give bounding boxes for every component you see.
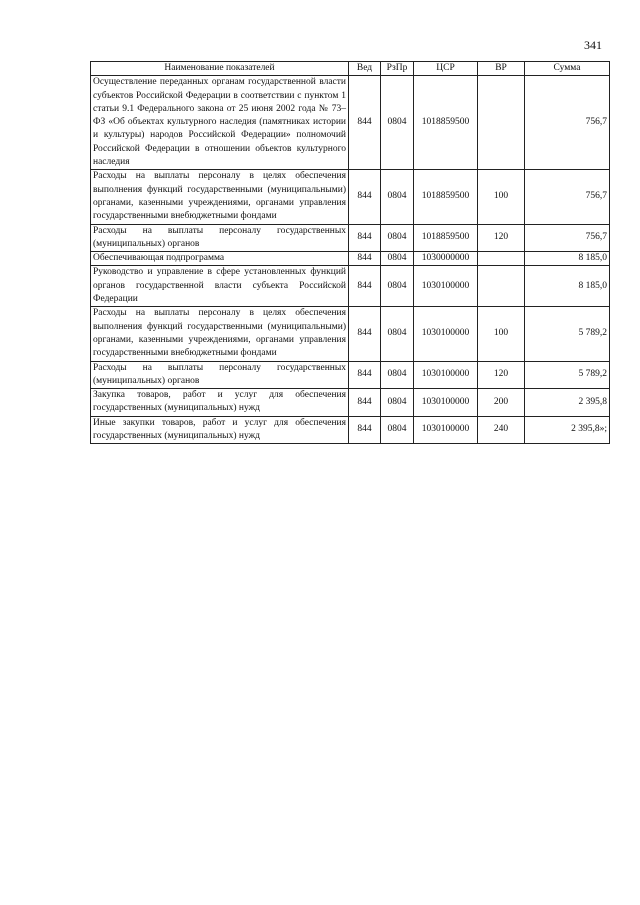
table-row xyxy=(91,76,610,170)
budget-table xyxy=(90,61,610,444)
row-ved: 844 xyxy=(349,307,381,361)
row-vr: 120 xyxy=(478,361,525,389)
table-row xyxy=(91,416,610,444)
row-sum: 2 395,8 xyxy=(525,389,610,417)
row-rzpr: 0804 xyxy=(381,76,414,170)
row-name: Расходы на выплаты персоналу государственных (муниципальных) органов xyxy=(91,361,349,389)
row-name: Закупка товаров, работ и услуг для обеспечения государственных (муниципальных) нужд xyxy=(91,389,349,417)
header-vr: ВР xyxy=(478,62,525,76)
row-vr: 200 xyxy=(478,389,525,417)
row-vr: 120 xyxy=(478,224,525,252)
row-vr xyxy=(478,266,525,307)
row-sum: 5 789,2 xyxy=(525,361,610,389)
row-ved: 844 xyxy=(349,361,381,389)
row-vr: 100 xyxy=(478,170,525,224)
header-name: Наименование показателей xyxy=(91,62,349,76)
row-ved: 844 xyxy=(349,76,381,170)
row-csr: 1030100000 xyxy=(414,416,478,444)
row-vr xyxy=(478,252,525,266)
row-name: Расходы на выплаты персоналу в целях обеспечения выполнения функций государственными (муниципальными) органами, казенными учреждениями, органами управления государственными внебюджетными фондами xyxy=(91,307,349,361)
row-ved: 844 xyxy=(349,389,381,417)
row-csr: 1018859500 xyxy=(414,224,478,252)
table-row xyxy=(91,389,610,417)
page-number: 341 xyxy=(584,38,602,52)
header-ved: Вед xyxy=(349,62,381,76)
row-csr: 1030100000 xyxy=(414,361,478,389)
row-name: Расходы на выплаты персоналу в целях обеспечения выполнения функций государственными (муниципальными) органами, казенными учреждениями, органами управления государственными внебюджетными фондами xyxy=(91,170,349,224)
row-name: Обеспечивающая подпрограмма xyxy=(91,252,349,266)
table-row xyxy=(91,361,610,389)
row-sum: 8 185,0 xyxy=(525,252,610,266)
header-csr: ЦСР xyxy=(414,62,478,76)
row-csr: 1018859500 xyxy=(414,170,478,224)
row-ved: 844 xyxy=(349,266,381,307)
row-sum: 756,7 xyxy=(525,76,610,170)
table-row xyxy=(91,224,610,252)
row-vr xyxy=(478,76,525,170)
row-rzpr: 0804 xyxy=(381,416,414,444)
row-name: Расходы на выплаты персоналу государственных (муниципальных) органов xyxy=(91,224,349,252)
row-ved: 844 xyxy=(349,224,381,252)
row-vr: 100 xyxy=(478,307,525,361)
table-row xyxy=(91,307,610,361)
row-csr: 1018859500 xyxy=(414,76,478,170)
row-rzpr: 0804 xyxy=(381,252,414,266)
row-csr: 1030100000 xyxy=(414,266,478,307)
row-ved: 844 xyxy=(349,170,381,224)
row-sum: 756,7 xyxy=(525,170,610,224)
row-name: Иные закупки товаров, работ и услуг для обеспечения государственных (муниципальных) нужд xyxy=(91,416,349,444)
row-sum: 2 395,8»; xyxy=(525,416,610,444)
row-csr: 1030000000 xyxy=(414,252,478,266)
row-rzpr: 0804 xyxy=(381,307,414,361)
row-rzpr: 0804 xyxy=(381,266,414,307)
row-rzpr: 0804 xyxy=(381,389,414,417)
row-name: Осуществление переданных органам государственной власти субъектов Российской Федерации в соответствии с пунктом 1 статьи 9.1 Федерального закона от 25 июня 2002 года № 73–ФЗ «Об объектах культурного наследия (памятниках истории и культуры) народов Российской Федерации» полномочий Российской Федерации в отношении объектов культурного наследия xyxy=(91,76,349,170)
row-ved: 844 xyxy=(349,416,381,444)
table-row xyxy=(91,266,610,307)
table-row xyxy=(91,252,610,266)
table-row xyxy=(91,170,610,224)
row-sum: 756,7 xyxy=(525,224,610,252)
row-name: Руководство и управление в сфере установленных функций органов государственной власти субъекта Российской Федерации xyxy=(91,266,349,307)
row-csr: 1030100000 xyxy=(414,307,478,361)
row-sum: 5 789,2 xyxy=(525,307,610,361)
row-rzpr: 0804 xyxy=(381,224,414,252)
row-vr: 240 xyxy=(478,416,525,444)
row-ved: 844 xyxy=(349,252,381,266)
row-csr: 1030100000 xyxy=(414,389,478,417)
table-header-row xyxy=(91,62,610,76)
row-sum: 8 185,0 xyxy=(525,266,610,307)
row-rzpr: 0804 xyxy=(381,361,414,389)
header-rzpr: РзПр xyxy=(381,62,414,76)
row-rzpr: 0804 xyxy=(381,170,414,224)
header-sum: Сумма xyxy=(525,62,610,76)
